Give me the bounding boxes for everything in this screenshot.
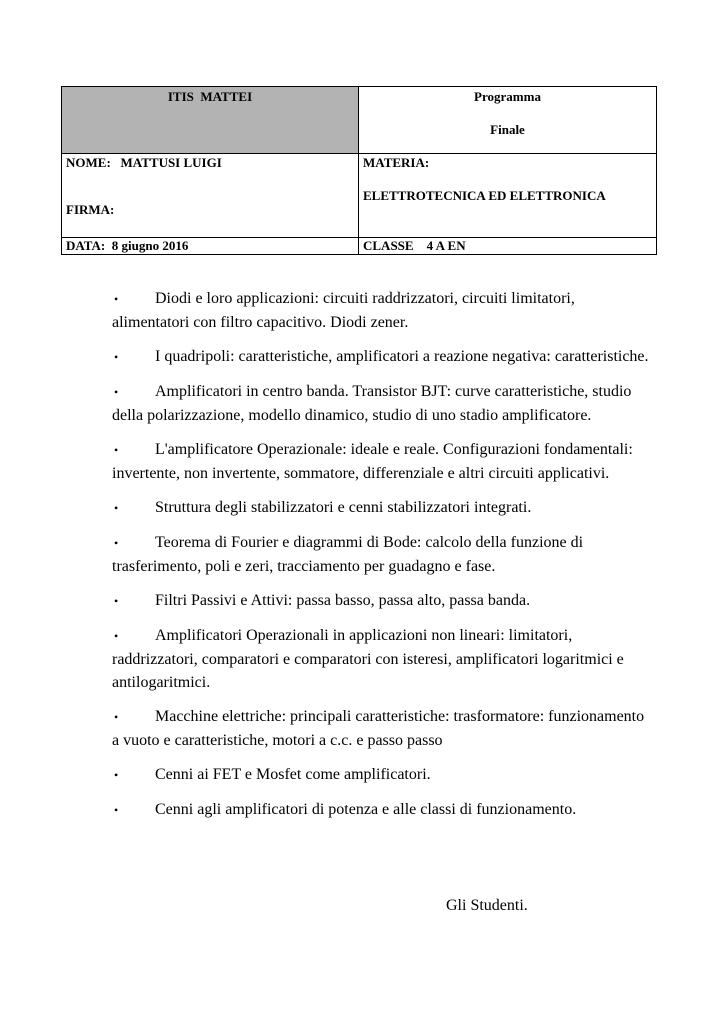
bullet-icon: • <box>114 385 119 399</box>
list-item <box>112 798 652 822</box>
list-item <box>112 763 652 787</box>
date-label: DATA: <box>66 238 106 253</box>
header-row-bottom <box>62 238 657 255</box>
list-item <box>112 705 652 752</box>
class-label: CLASSE <box>363 238 414 253</box>
bullet-icon: • <box>114 594 119 608</box>
subject-cell <box>359 154 657 238</box>
topic-text: L'amplificatore Operazionale: ideale e reale. Configurazioni fondamentali: invertente, non invertente, sommatore, differenziale e altri circuiti applicativi. <box>112 441 633 482</box>
class-value: 4 A EN <box>426 238 466 253</box>
list-item <box>112 438 652 485</box>
bullet-icon: • <box>114 350 119 364</box>
list-item <box>112 287 652 334</box>
class-cell <box>359 238 657 255</box>
name-label: NOME: <box>66 155 111 170</box>
topic-text: Filtri Passivi e Attivi: passa basso, passa alto, passa banda. <box>155 592 531 609</box>
bullet-icon: • <box>114 803 119 817</box>
topic-text: I quadripoli: caratteristiche, amplificatori a reazione negativa: caratteristiche. <box>155 348 649 365</box>
list-item <box>112 496 652 520</box>
list-item <box>112 589 652 613</box>
name-value: MATTUSI LUIGI <box>120 155 222 170</box>
students-signature: Gli Studenti. <box>446 897 528 914</box>
topic-text: Struttura degli stabilizzatori e cenni stabilizzatori integrati. <box>155 499 532 516</box>
subject-label: MATERIA: <box>363 155 430 170</box>
program-title: Programma <box>474 89 541 104</box>
school-name: ITIS MATTEI <box>167 89 253 104</box>
bullet-icon: • <box>114 710 119 724</box>
program-subtitle: Finale <box>490 122 525 137</box>
topic-text: Amplificatori Operazionali in applicazioni non lineari: limitatori, raddrizzatori, comparatori e comparatori con isteresi, amplificatori logaritmici e antilogaritmici. <box>112 627 624 691</box>
bullet-icon: • <box>114 292 119 306</box>
list-item <box>112 531 652 578</box>
date-value: 8 giugno 2016 <box>111 238 189 253</box>
bullet-icon: • <box>114 629 119 643</box>
list-item <box>112 345 652 369</box>
header-row-middle <box>62 154 657 238</box>
program-cell <box>359 87 657 154</box>
topic-list <box>112 287 652 833</box>
header-table <box>61 86 657 255</box>
topic-text: Teorema di Fourier e diagrammi di Bode: calcolo della funzione di trasferimento, poli e zeri, tracciamento per guadagno e fase. <box>112 534 584 575</box>
topic-text: Macchine elettriche: principali caratteristiche: trasformatore: funzionamento a vuoto e caratteristiche, motori a c.c. e passo passo <box>112 708 645 749</box>
topic-text: Cenni ai FET e Mosfet come amplificatori. <box>155 766 431 783</box>
bullet-icon: • <box>114 768 119 782</box>
topic-text: Cenni agli amplificatori di potenza e alle classi di funzionamento. <box>155 801 577 818</box>
list-item <box>112 624 652 694</box>
topic-text: Diodi e loro applicazioni: circuiti raddrizzatori, circuiti limitatori, alimentatori con filtro capacitivo. Diodi zener. <box>112 290 575 331</box>
signature-label: FIRMA: <box>66 202 115 217</box>
bullet-icon: • <box>114 443 119 457</box>
bullet-icon: • <box>114 501 119 515</box>
date-cell <box>62 238 359 255</box>
list-item <box>112 380 652 427</box>
bullet-icon: • <box>114 536 119 550</box>
topic-text: Amplificatori in centro banda. Transistor BJT: curve caratteristiche, studio della polarizzazione, modello dinamico, studio di uno stadio amplificatore. <box>112 383 632 424</box>
header-row-top <box>62 87 657 154</box>
subject-value: ELETTROTECNICA ED ELETTRONICA <box>363 188 606 203</box>
school-cell <box>62 87 359 154</box>
name-cell <box>62 154 359 238</box>
